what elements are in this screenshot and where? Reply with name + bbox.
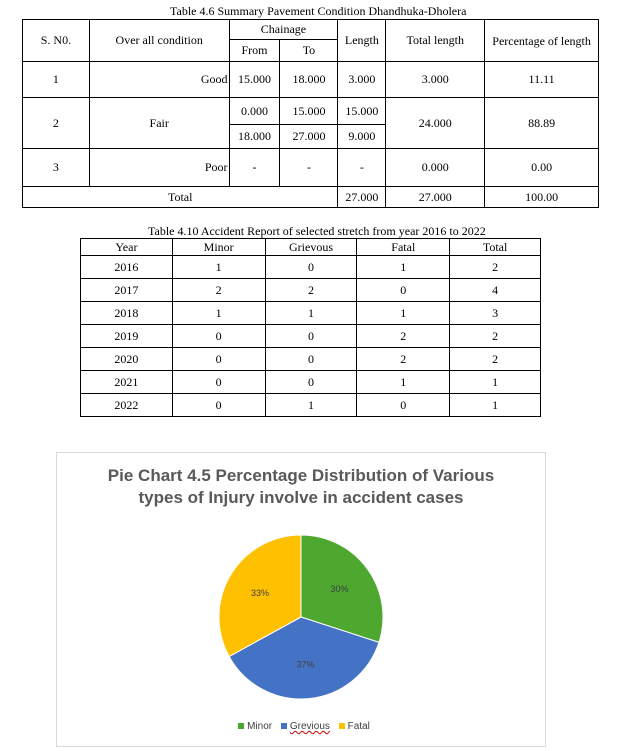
table2-caption: Table 4.10 Accident Report of selected stretch from year 2016 to 2022 [148, 224, 486, 238]
cell-from: - [229, 149, 280, 187]
table-row [81, 394, 541, 417]
cell-grievous: 2 [265, 279, 357, 302]
cell-year: 2019 [81, 325, 173, 348]
header-to: To [280, 40, 338, 62]
cell-total: 2 [450, 348, 541, 371]
cell-year: 2022 [81, 394, 173, 417]
cell-year: 2017 [81, 279, 173, 302]
cell-sno: 2 [23, 98, 90, 149]
cell-percentage: 0.00 [485, 149, 599, 187]
table-row [23, 62, 599, 98]
legend-item-grevious [275, 721, 330, 732]
cell-year: 2018 [81, 302, 173, 325]
legend-swatch-minor [238, 723, 244, 729]
cell-fatal: 1 [357, 302, 450, 325]
cell-total-label: Total [23, 187, 338, 208]
cell-total: 1 [450, 394, 541, 417]
cell-condition: Good [89, 62, 229, 98]
cell-percentage: 88.89 [485, 98, 599, 149]
header-fatal: Fatal [357, 239, 450, 256]
legend-swatch-fatal [339, 723, 345, 729]
pie-chart [57, 453, 545, 713]
cell-condition: Poor [89, 149, 229, 187]
table-row [81, 325, 541, 348]
cell-year: 2020 [81, 348, 173, 371]
cell-sno: 1 [23, 62, 90, 98]
cell-percentage: 11.11 [485, 62, 599, 98]
cell-minor: 0 [172, 371, 265, 394]
pavement-condition-table [22, 19, 599, 208]
cell-total-percentage: 100.00 [485, 187, 599, 208]
table-header-row [81, 239, 541, 256]
cell-from: 0.000 [229, 98, 280, 125]
legend-label-minor: Minor [247, 721, 273, 732]
cell-grievous: 0 [265, 256, 357, 279]
cell-total-length: 3.000 [386, 62, 485, 98]
header-total: Total [450, 239, 541, 256]
cell-from: 18.000 [229, 125, 280, 149]
cell-total: 4 [450, 279, 541, 302]
header-grievous: Grievous [265, 239, 357, 256]
cell-year: 2021 [81, 371, 173, 394]
cell-condition: Fair [89, 98, 229, 149]
cell-length: 9.000 [338, 125, 386, 149]
cell-grievous: 0 [265, 325, 357, 348]
cell-to: - [280, 149, 338, 187]
header-year: Year [81, 239, 173, 256]
header-chainage: Chainage [229, 20, 338, 40]
cell-to: 27.000 [280, 125, 338, 149]
table-total-row [23, 187, 599, 208]
header-percentage: Percentage of length [485, 20, 599, 62]
table-row [81, 348, 541, 371]
legend-label-fatal: Fatal [347, 721, 370, 732]
table-row [23, 98, 599, 125]
cell-length: 15.000 [338, 98, 386, 125]
header-total-length: Total length [386, 20, 485, 62]
table-row [81, 371, 541, 394]
cell-year: 2016 [81, 256, 173, 279]
cell-total-length: 0.000 [386, 149, 485, 187]
cell-to: 15.000 [280, 98, 338, 125]
table-row [23, 149, 599, 187]
accident-report-table [80, 238, 541, 417]
header-condition: Over all condition [89, 20, 229, 62]
legend-label-grevious: Grevious [289, 721, 330, 732]
table1-caption: Table 4.6 Summary Pavement Condition Dhandhuka-Dholera [170, 4, 467, 18]
cell-minor: 2 [172, 279, 265, 302]
legend-swatch-grevious [281, 723, 287, 729]
legend-item-fatal [333, 721, 370, 732]
cell-minor: 0 [172, 394, 265, 417]
cell-grievous: 0 [265, 348, 357, 371]
cell-fatal: 2 [357, 325, 450, 348]
cell-sno: 3 [23, 149, 90, 187]
cell-length: - [338, 149, 386, 187]
pie-label-minor: 30% [330, 584, 349, 595]
header-from: From [229, 40, 280, 62]
table-row [81, 302, 541, 325]
cell-grievous: 1 [265, 302, 357, 325]
cell-total-total-length: 27.000 [386, 187, 485, 208]
cell-grievous: 0 [265, 371, 357, 394]
table-row [81, 279, 541, 302]
table-row [81, 256, 541, 279]
pie-chart-container [56, 452, 546, 747]
chart-title-line1: Pie Chart 4.5 Percentage Distribution of Various [107, 466, 495, 485]
cell-total: 2 [450, 325, 541, 348]
pie-label-fatal: 33% [251, 587, 270, 598]
cell-fatal: 1 [357, 256, 450, 279]
header-minor: Minor [172, 239, 265, 256]
chart-legend [57, 721, 545, 732]
cell-grievous: 1 [265, 394, 357, 417]
cell-fatal: 1 [357, 371, 450, 394]
chart-title-line2: types of Injury involve in accident cases [138, 488, 464, 507]
header-length: Length [338, 20, 386, 62]
cell-length: 3.000 [338, 62, 386, 98]
cell-minor: 1 [172, 256, 265, 279]
cell-fatal: 2 [357, 348, 450, 371]
cell-total-length-sum: 27.000 [338, 187, 386, 208]
header-sno: S. N0. [23, 20, 90, 62]
pie-label-grevious: 37% [296, 659, 315, 670]
cell-from: 15.000 [229, 62, 280, 98]
legend-item-minor [232, 721, 272, 732]
cell-total: 2 [450, 256, 541, 279]
cell-to: 18.000 [280, 62, 338, 98]
cell-fatal: 0 [357, 394, 450, 417]
cell-fatal: 0 [357, 279, 450, 302]
cell-total-length: 24.000 [386, 98, 485, 149]
cell-total: 3 [450, 302, 541, 325]
cell-minor: 1 [172, 302, 265, 325]
cell-minor: 0 [172, 348, 265, 371]
cell-minor: 0 [172, 325, 265, 348]
cell-total: 1 [450, 371, 541, 394]
